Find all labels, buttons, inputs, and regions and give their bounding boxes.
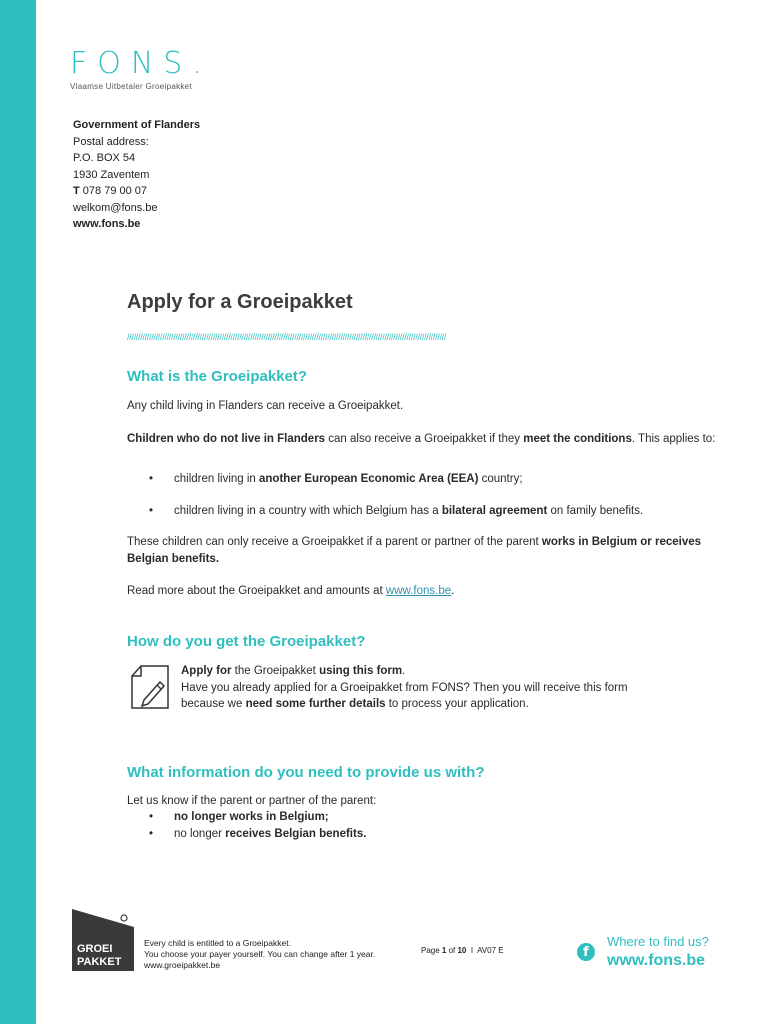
bullet-eea <box>127 471 764 488</box>
text: Page <box>421 946 442 955</box>
logo-wordmark: FONS. <box>70 46 212 81</box>
main-content <box>127 290 717 342</box>
fons-logo <box>70 48 212 91</box>
page-number <box>421 946 504 955</box>
bullet-no-longer-benefits <box>127 826 764 843</box>
groeipakket-logo-line1: GROEI <box>77 943 113 955</box>
side-color-bar <box>0 0 36 1024</box>
footer-website-link[interactable]: www.fons.be <box>607 952 706 969</box>
page-title: Apply for a Groeipakket <box>127 291 353 313</box>
address-org: Government of Flanders <box>73 119 201 131</box>
groeipakket-logo-line2: PAKKET <box>77 956 122 968</box>
form-code: AV07 E <box>477 946 504 955</box>
footer-line-1: Every child is entitled to a Groeipakket. <box>144 938 291 948</box>
how-line-3 <box>181 696 721 713</box>
text-bold: 1 <box>441 946 447 955</box>
paragraph-let-us-know: Let us know if the parent or partner of the parent: <box>127 795 377 807</box>
text-bold: no longer works in Belgium; <box>174 811 329 823</box>
footer-tagline <box>144 938 375 971</box>
address-box: P.O. BOX 54 <box>73 152 136 164</box>
bullet-dot: • <box>149 828 154 840</box>
fons-website-link[interactable]: www.fons.be <box>385 585 452 597</box>
address-block <box>73 117 200 233</box>
logo-subtitle: Vlaamse Uitbetaler Groeipakket <box>70 82 192 91</box>
bullet-bilateral <box>127 503 770 520</box>
text-bold: using this form <box>319 665 403 677</box>
text-bold: meet the conditions <box>523 433 632 445</box>
text: the Groeipakket <box>231 665 320 677</box>
paragraph-read-more <box>127 583 717 600</box>
text-bold: works in Belgium or receives Belgian benefits. <box>127 536 702 565</box>
how-text-block <box>181 663 721 713</box>
bullet-no-longer-works <box>127 809 764 826</box>
text: . This applies to: <box>631 433 716 445</box>
text-bold: need some further details <box>245 698 386 710</box>
text: of <box>446 946 458 955</box>
text-bold: another European Economic Area (EEA) <box>259 473 479 485</box>
bullet-dot: • <box>149 505 154 517</box>
text: can also receive a Groeipakket if they <box>325 433 524 445</box>
text: to process your application. <box>385 698 529 710</box>
bullet-dot: • <box>149 473 154 485</box>
text: children living in a country with which Belgium has a <box>174 505 442 517</box>
phone-prefix: T <box>73 185 80 197</box>
address-postal-label: Postal address: <box>73 135 149 148</box>
title-divider: ///////////////////////////////////////////////////////////////////////////////////////////////////////////////////////////////////////////////// <box>127 332 447 342</box>
where-to-find-us: Where to find us? <box>607 934 709 949</box>
groeipakket-logo <box>72 909 134 971</box>
form-pencil-icon <box>130 664 172 710</box>
text: . <box>402 665 406 677</box>
text-bold: bilateral agreement <box>441 505 548 517</box>
text: on family benefits. <box>547 505 644 517</box>
footer-line-3: www.groeipakket.be <box>144 960 221 970</box>
address-phone <box>73 183 200 200</box>
text: I <box>466 946 478 955</box>
address-city: 1930 Zaventem <box>73 168 150 181</box>
section-heading-how: How do you get the Groeipakket? <box>127 633 366 650</box>
paragraph-any-child <box>127 398 727 415</box>
address-website: www.fons.be <box>73 218 141 230</box>
address-email: welkom@fons.be <box>73 201 158 214</box>
paragraph-children-abroad <box>127 431 717 448</box>
text-bold: 10 <box>457 946 467 955</box>
phone-number: 078 79 00 07 <box>82 185 148 197</box>
text-bold: receives Belgian benefits. <box>225 828 367 840</box>
paragraph-any-child-text: Any child living in Flanders can receive a Groeipakket. <box>127 400 404 412</box>
how-line-2: Have you already applied for a Groeipakket from FONS? Then you will receive this form <box>181 681 628 694</box>
section-what-is <box>127 367 727 387</box>
text-bold: Children who do not live in Flanders <box>127 433 326 445</box>
text: no longer <box>174 828 226 840</box>
text: children living in <box>174 473 260 485</box>
text: These children can only receive a Groeipakket if a parent or partner of the parent <box>127 536 542 548</box>
section-heading-what-is: What is the Groeipakket? <box>127 368 308 385</box>
how-line-1 <box>181 663 721 680</box>
text: Read more about the Groeipakket and amounts at <box>127 585 386 597</box>
text: country; <box>478 473 523 485</box>
text: because we <box>181 698 246 710</box>
paragraph-parent-works <box>127 534 717 567</box>
footer-line-2: You choose your payer yourself. You can change after 1 year. <box>144 949 376 959</box>
bullet-dot: • <box>149 811 154 823</box>
facebook-icon[interactable]: f <box>577 943 595 961</box>
text: . <box>451 585 455 597</box>
text-bold: Apply for <box>181 665 232 677</box>
section-heading-information: What information do you need to provide us with? <box>127 764 485 781</box>
